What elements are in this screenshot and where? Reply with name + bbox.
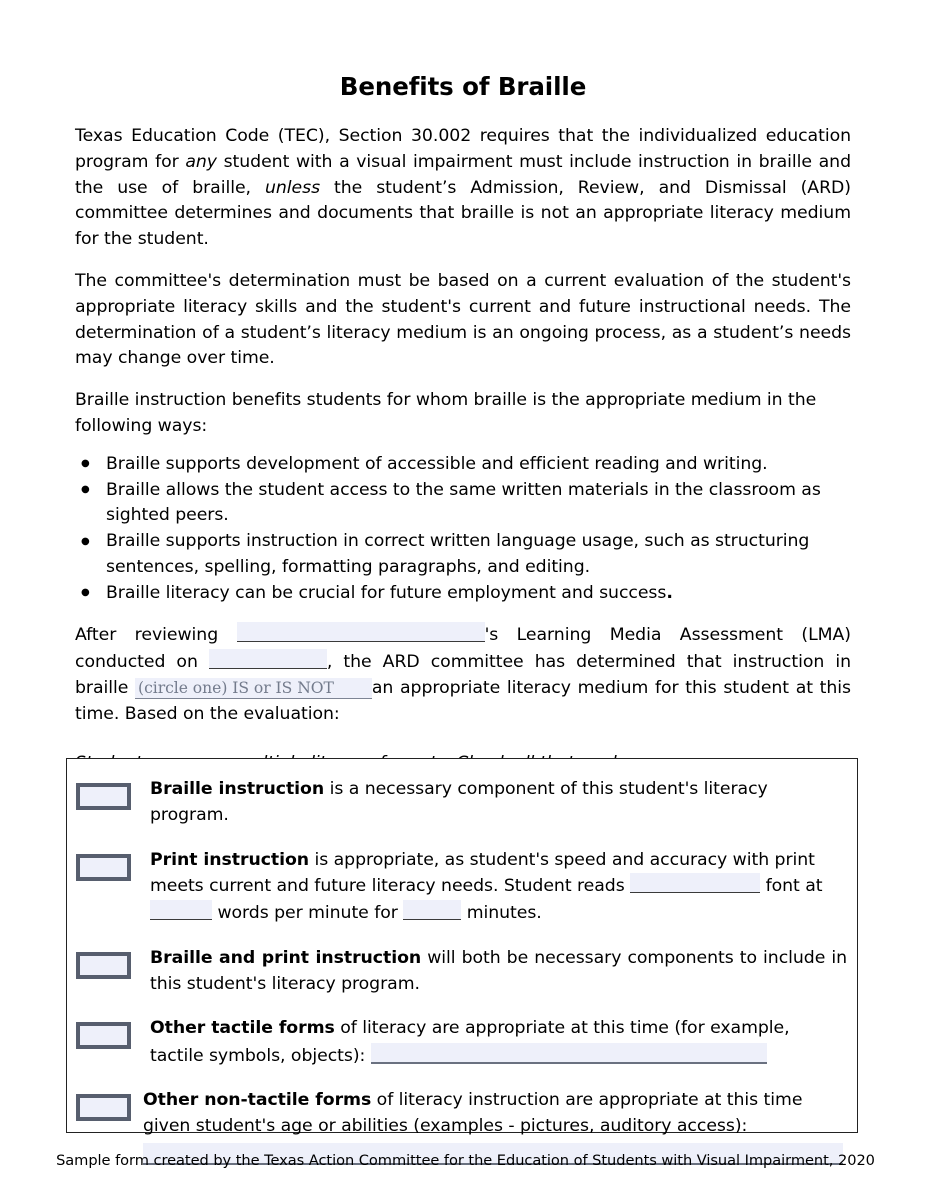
list-item <box>75 581 851 607</box>
checkbox-braille-and-print-instruction[interactable] <box>76 952 131 979</box>
determination-lead-1: After reviewing <box>75 625 237 646</box>
checklist-rest-a: is appropriate, as student's speed and accuracy with print meets current and future literacy needs. Student reads <box>150 849 815 897</box>
checklist-row-print-instruction <box>67 848 857 927</box>
lma-date-field[interactable] <box>209 649 327 669</box>
list-item <box>75 452 851 478</box>
checklist-bold-print-instruction: Print instruction <box>150 849 310 870</box>
checklist-label-print-instruction <box>131 848 857 927</box>
literacy-format-checklist-panel <box>66 758 858 1136</box>
checklist-bold-other-non-tactile: Other non-tactile forms <box>143 1090 372 1111</box>
list-item <box>75 478 851 530</box>
checklist-bold-other-tactile: Other tactile forms <box>150 1017 335 1038</box>
checklist-label-braille-and-print <box>131 946 857 998</box>
paragraph-determination-statement <box>75 622 851 727</box>
print-font-field[interactable] <box>630 873 760 893</box>
bullet-text: Braille supports development of accessible and efficient reading and writing. <box>106 453 768 474</box>
checklist-rest-braille-instruction: is a necessary component of this student's literacy program. <box>150 779 768 825</box>
checklist-bold-braille-instruction: Braille instruction <box>150 779 325 799</box>
determination-lead-3: , the ARD committee has determined that instruction in braille <box>75 652 851 699</box>
checklist-bold-braille-and-print: Braille and print instruction <box>150 947 422 968</box>
paragraph-benefits-intro: Braille instruction benefits students for whom braille is the appropriate medium in the following ways: <box>75 390 817 436</box>
determination-lead-4: an appropriate literacy medium for this student at this time. Based on the evaluation: <box>75 678 852 724</box>
paragraph-committee-determination: The committee's determination must be based on a current evaluation of the student's appropriate literacy skills and the student's current and future instructional needs. The determination of a student’s literacy medium is an ongoing process, as a student’s needs may change over time. <box>75 270 851 369</box>
minutes-field[interactable] <box>403 900 461 920</box>
checklist-row-other-tactile <box>67 1016 857 1071</box>
checklist-row-braille-and-print <box>67 946 857 998</box>
checklist-rest-c: words per minute for <box>212 903 404 924</box>
other-tactile-forms-field[interactable] <box>371 1043 767 1064</box>
page-title: Benefits of Braille <box>339 72 587 101</box>
list-item <box>75 529 851 581</box>
bullet-text: Braille supports instruction in correct written language usage, such as structuring sentences, spelling, formatting paragraphs, and editing. <box>106 531 810 577</box>
document-footer: Sample form created by the Texas Action Committee for the Education of Students with Visual Impairment, 2020 <box>56 1152 875 1169</box>
checkbox-print-instruction[interactable] <box>76 854 131 881</box>
paragraph-tec-requirement <box>75 124 851 253</box>
benefits-bullet-list <box>75 452 851 607</box>
bullet-text-period: . <box>666 582 673 603</box>
student-name-field[interactable] <box>237 622 485 642</box>
checklist-rest-other-tactile: of literacy are appropriate at this time (for example, tactile symbols, objects): <box>150 1017 790 1067</box>
words-per-minute-field[interactable] <box>150 900 212 920</box>
paragraph-text-part: student with a visual impairment must include instruction in braille and the use of braille, <box>75 151 851 198</box>
checklist-label-braille-instruction <box>131 777 857 829</box>
checkbox-other-non-tactile-forms[interactable] <box>76 1094 131 1121</box>
checklist-rest-d: minutes. <box>461 903 542 924</box>
checkbox-other-tactile-forms[interactable] <box>76 1022 131 1049</box>
bullet-text: Braille allows the student access to the same written materials in the classroom as sighted peers. <box>106 479 821 526</box>
document-content <box>75 0 851 794</box>
paragraph-text-part: Texas Education Code (TEC), Section 30.002 requires that the individualized education program for <box>75 125 851 172</box>
checklist-label-other-tactile <box>131 1016 857 1071</box>
checklist-rest-other-non-tactile: of literacy instruction are appropriate at this time given student's age or abilities (examples - pictures, auditory access): <box>143 1090 803 1136</box>
checklist-rest-b: font at <box>760 876 823 897</box>
emphasis-any: any <box>185 151 217 172</box>
paragraph-text-part: the student’s Admission, Review, and Dismissal (ARD) committee determines and documents that braille is not an appropriate literacy medium for the student. <box>75 177 851 250</box>
circle-one-is-or-is-not[interactable]: (circle one) IS or IS NOT <box>135 678 372 699</box>
checkbox-braille-instruction[interactable] <box>76 783 131 810</box>
bullet-text: Braille literacy can be crucial for future employment and success <box>106 582 667 603</box>
determination-lead-2: 's Learning Media Assessment (LMA) conducted on <box>75 625 852 673</box>
emphasis-unless: unless <box>264 177 321 198</box>
checklist-rest-braille-and-print: will both be necessary components to include in this student's literacy program. <box>150 947 847 994</box>
checklist-row-braille-instruction <box>67 777 857 829</box>
